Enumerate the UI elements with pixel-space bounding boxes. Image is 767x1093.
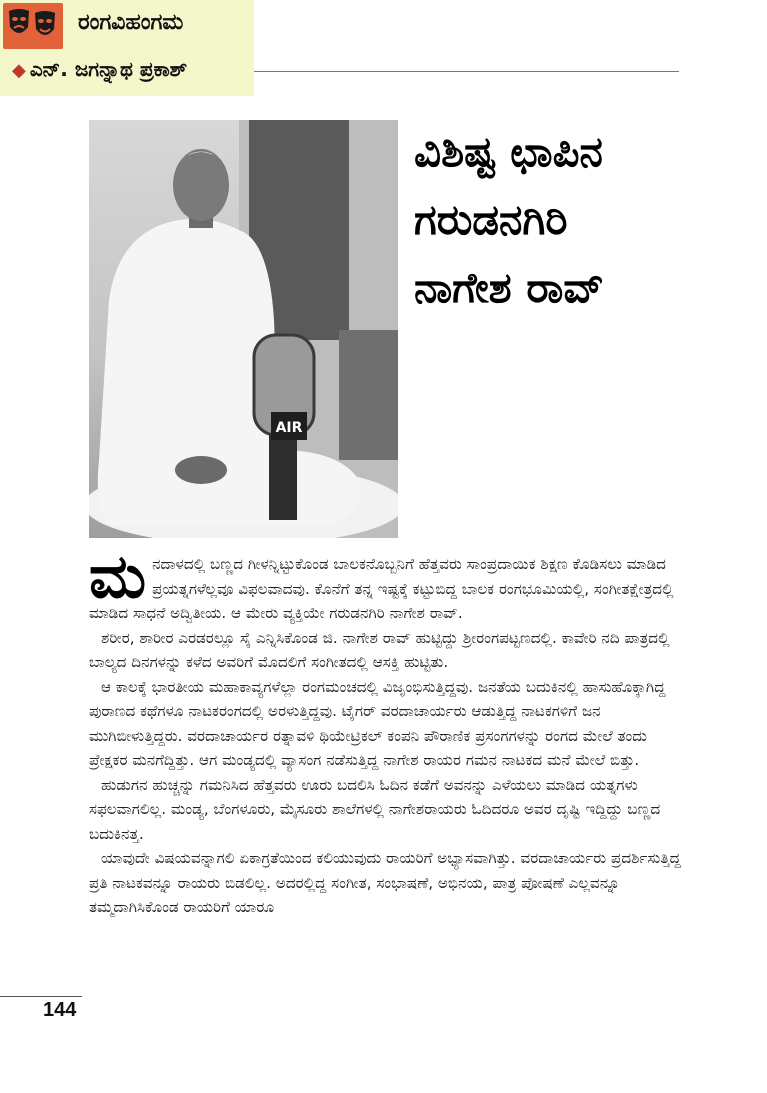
author-byline — [12, 57, 187, 81]
column-title: ರಂಗವಿಹಂಗಮ — [78, 10, 184, 35]
article-headline — [414, 118, 714, 322]
column-header — [0, 0, 254, 96]
article-paragraph: ಹುಡುಗನ ಹುಚ್ಚನ್ನು ಗಮನಿಸಿದ ಹೆತ್ತವರು ಊರು ಬದಲಿಸಿ ಓದಿನ ಕಡೆಗೆ ಅವನನ್ನು ಎಳೆಯಲು ಮಾಡಿದ ಯತ್ನಗಳು ಸಫಲವಾಗಲಿಲ್ಲ. ಮಂಡ್ಯ, ಬೆಂಗಳೂರು, ಮೈಸೂರು ಶಾಲೆಗಳಲ್ಲಿ ನಾಗೇಶರಾಯರು ಓದಿದರೂ ಅವರ ದೃಷ್ಟಿ ಇದ್ದಿದ್ದು ಬಣ್ಣದ ಬದುಕಿನತ್ತ. — [89, 775, 661, 843]
headline-line: ವಿಶಿಷ್ಟ ಛಾಪಿನ — [414, 127, 603, 176]
headline-line: ಗರುಡನಗಿರಿ — [414, 195, 568, 244]
header-divider — [254, 71, 679, 72]
portrait-photo — [89, 120, 398, 538]
theatre-masks-icon — [3, 3, 63, 49]
article-body — [89, 542, 687, 920]
article-paragraph: ಆ ಕಾಲಕ್ಕೆ ಭಾರತೀಯ ಮಹಾಕಾವ್ಯಗಳೆಲ್ಲಾ ರಂಗಮಂಚದಲ್ಲಿ ವಿಜೃಂಭಿಸುತ್ತಿದ್ದವು. ಜನತೆಯ ಬದುಕಿನಲ್ಲಿ ಹಾಸುಹೊಕ್ಕಾಗಿದ್ದ ಪುರಾಣದ ಕಥೆಗಳೂ ನಾಟಕರಂಗದಲ್ಲಿ ಅರಳುತ್ತಿದ್ದವು. ಟೈಗರ್ ವರದಾಚಾರ್ಯರು ಆಡುತ್ತಿದ್ದ ನಾಟಕಗಳಿಗೆ ಜನ ಮುಗಿಬೀಳುತ್ತಿದ್ದರು. ವರದಾಚಾರ್ಯರ ರತ್ನಾವಳಿ ಥಿಯೇಟ್ರಿಕಲ್ ಕಂಪನಿ ಪೌರಾಣಿಕ ಪ್ರಸಂಗಗಳನ್ನು ರಂಗದ ಮೇಲೆ ತಂದು ಪ್ರೇಕ್ಷಕರ ಮನಗೆದ್ದಿತ್ತು. ಆಗ ಮಂಡ್ಯದಲ್ಲಿ ವ್ಯಾಸಂಗ ನಡೆಸುತ್ತಿದ್ದ ನಾಗೇಶ ರಾಯರ ಗಮನ ನಾಟಕದ ಮನೆ ಮೇಲೆ ಬಿತ್ತು. — [89, 677, 666, 769]
article-paragraph: ಶರೀರ, ಶಾರೀರ ಎರಡರಲ್ಲೂ ಸೈ ಎನ್ನಿಸಿಕೊಂಡ ಜಿ. ನಾಗೇಶ ರಾವ್ ಹುಟ್ಟಿದ್ದು ಶ್ರೀರಂಗಪಟ್ಟಣದಲ್ಲಿ. ಕಾವೇರಿ ನದಿ ಪಾತ್ರದಲ್ಲಿ ಬಾಲ್ಯದ ದಿನಗಳನ್ನು ಕಳೆದ ಅವರಿಗೆ ಮೊದಲಿಗೆ ಸಂಗೀತದಲ್ಲಿ ಆಸಕ್ತಿ ಹುಟ್ಟಿತು. — [89, 628, 670, 671]
page-number: 144 — [43, 999, 77, 1021]
footer-divider — [0, 996, 82, 997]
headline-line: ನಾಗೇಶ ರಾವ್ — [414, 263, 604, 312]
author-name: ಎನ್. ಜಗನ್ನಾಥ ಪ್ರಕಾಶ್ — [29, 57, 188, 81]
microphone-label: AIR — [275, 420, 303, 436]
diamond-bullet-icon: ◆ — [12, 60, 26, 81]
article-paragraph: ಮನದಾಳದಲ್ಲಿ ಬಣ್ಣದ ಗೀಳನ್ನಿಟ್ಟುಕೊಂಡ ಬಾಲಕನೊಬ್ಬನಿಗೆ ಹೆತ್ತವರು ಸಾಂಪ್ರದಾಯಿಕ ಶಿಕ್ಷಣ ಕೊಡಿಸಲು ಮಾಡಿದ ಪ್ರಯತ್ನಗಳೆಲ್ಲವೂ ವಿಫಲವಾದವು. ಕೊನೆಗೆ ತನ್ನ ಇಷ್ಟಕ್ಕೆ ಕಟ್ಟುಬಿದ್ದ ಬಾಲಕ ರಂಗಭೂಮಿಯಲ್ಲಿ, ಸಂಗೀತಕ್ಷೇತ್ರದಲ್ಲಿ ಮಾಡಿದ ಸಾಧನೆ ಅದ್ವಿತೀಯ. ಆ ಮೇರು ವ್ಯಕ್ತಿಯೇ ಗರುಡನಗಿರಿ ನಾಗೇಶ ರಾವ್. — [89, 542, 674, 622]
article-paragraph: ಯಾವುದೇ ವಿಷಯವನ್ನಾಗಲಿ ಏಕಾಗ್ರತೆಯಿಂದ ಕಲಿಯುವುದು ರಾಯರಿಗೆ ಅಭ್ಯಾಸವಾಗಿತ್ತು. ವರದಾಚಾರ್ಯರು ಪ್ರದರ್ಶಿಸುತ್ತಿದ್ದ ಪ್ರತಿ ನಾಟಕವನ್ನೂ ರಾಯರು ಬಿಡಲಿಲ್ಲ. ಅದರಲ್ಲಿದ್ದ ಸಂಗೀತ, ಸಂಭಾಷಣೆ, ಅಭಿನಯ, ಪಾತ್ರ ಪೋಷಣೆ ಎಲ್ಲವನ್ನೂ ತಮ್ಮದಾಗಿಸಿಕೊಂಡ ರಾಯರಿಗೆ ಯಾರೂ — [89, 849, 681, 916]
drop-cap: ಮ — [89, 542, 147, 612]
